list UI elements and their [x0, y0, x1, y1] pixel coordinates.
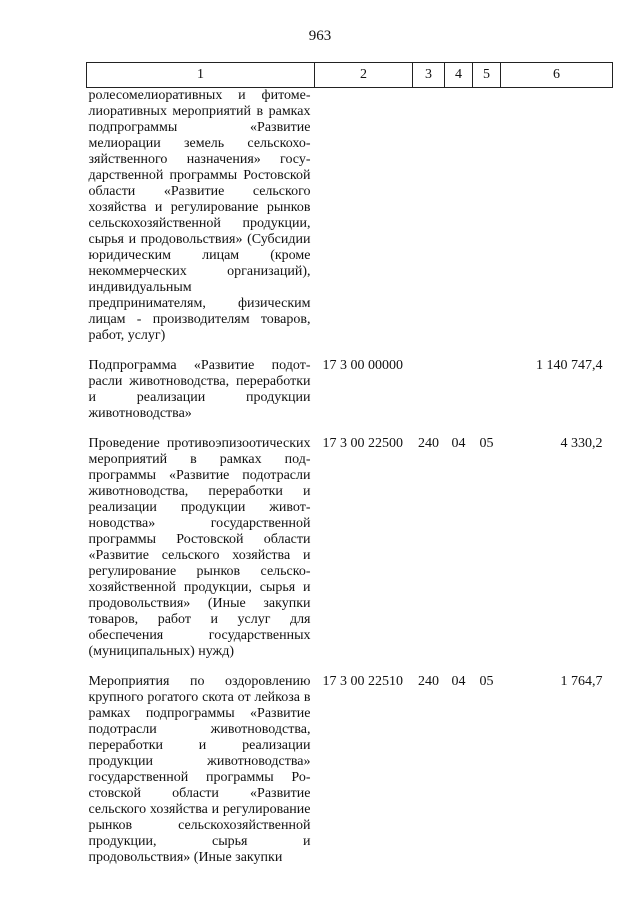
row-section — [445, 88, 473, 359]
row-amount — [501, 88, 613, 359]
row-section: 04 — [451, 436, 466, 451]
row-expense-type — [413, 358, 445, 436]
row-expense-type: 240 — [418, 674, 439, 689]
page-number: 963 — [308, 28, 332, 44]
row-target-code: 17 3 00 22500 — [322, 436, 403, 451]
row-amount: 4 330,2 — [560, 436, 603, 451]
row-subsection — [473, 88, 501, 359]
header-col-6: 6 — [501, 63, 613, 88]
table-row — [87, 88, 613, 359]
header-col-3: 3 — [413, 63, 445, 88]
row-expense-type: 240 — [418, 436, 439, 451]
row-subsection: 05 — [479, 674, 494, 689]
row-amount: 1 764,7 — [560, 674, 603, 689]
header-col-2: 2 — [315, 63, 413, 88]
budget-table — [86, 62, 613, 866]
row-subsection: 05 — [479, 436, 494, 451]
row-section — [445, 358, 473, 436]
row-name: Мероприятия по оздоровлению крупного рогатого скота от лейкоза в рамках подпрограммы «Развитие подотрасли животноводства, переработки и реализации продукции животноводства» государственной программы Ростовской области «Развитие сельского хозяйства и регулирование рынков сельскохозяйственной продукции, сырья и продовольствия» (Иные закупки — [88, 674, 311, 865]
header-col-4: 4 — [445, 63, 473, 88]
row-name: ролесомелиоративных и фитомелиоративных мероприятий в рамках подпрограммы «Развитие мелиорации земель сельскохозяйственного назначения» государственной программы Ростовской области «Развитие сельского хозяйства и регулирование рынков сельскохозяйственной продукции, сырья и продовольствия» (Субсидии юридическим лицам (кроме некоммерческих организаций), индивидуальным предпринимателям, физическим лицам - производителям товаров, работ, услуг) — [88, 88, 311, 343]
table-row — [87, 674, 613, 866]
row-subsection — [473, 358, 501, 436]
table-row — [87, 358, 613, 436]
row-name: Проведение противоэпизоотических мероприятий в рамках подпрограммы «Развитие подотрасли животноводства, переработки и реализации продукции животноводства» государственной программы Ростовской области «Развитие сельского хозяйства и регулирование рынков сельскохозяйственной продукции, сырья и продовольствия» (Иные закупки товаров, работ и услуг для обеспечения государственных (муниципальных) нужд) — [88, 436, 311, 659]
row-target-code: 17 3 00 00000 — [322, 358, 403, 373]
table-header-row — [87, 63, 613, 88]
row-name: Подпрограмма «Развитие подотрасли животноводства, переработки и реализации продукции животноводства» — [88, 358, 311, 421]
header-col-5: 5 — [473, 63, 501, 88]
table-row — [87, 436, 613, 674]
header-col-1: 1 — [87, 63, 315, 88]
row-target-code — [315, 88, 413, 359]
row-section: 04 — [451, 674, 466, 689]
row-target-code: 17 3 00 22510 — [322, 674, 403, 689]
row-amount: 1 140 747,4 — [536, 358, 603, 373]
row-expense-type — [413, 88, 445, 359]
